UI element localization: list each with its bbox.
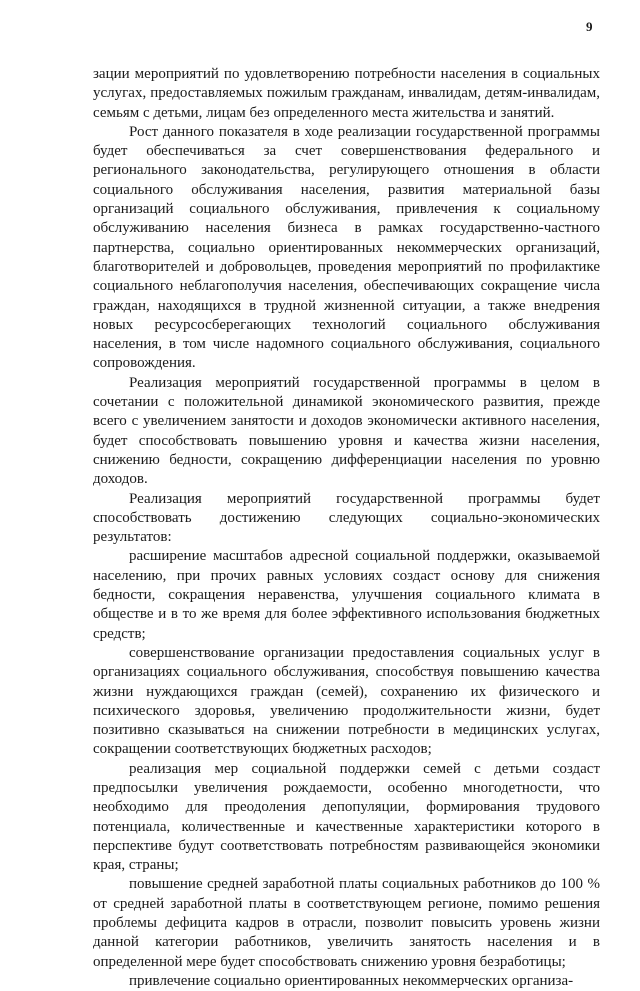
page-number: 9 — [586, 19, 593, 34]
paragraph-3: Реализация мероприятий государственной программы в целом в сочетании с положительной динамикой экономического развития, прежде всего с увеличением занятости и доходов экономически активного населения, будет способствовать повышению уровня и качества жизни населения, снижению бедности, сокращению дифференциации населения по уровню доходов. — [93, 374, 600, 488]
paragraph-7: реализация мер социальной поддержки семей с детьми создаст предпосылки увеличения рождаемости, особенно многодетности, что необходимо для преодоления депопуляции, формирования трудового потенциала, количественные и качественные характеристики которого в перспективе будут соответствовать потребностям развивающейся экономики края, страны; — [93, 760, 600, 874]
document-body — [93, 65, 600, 991]
paragraph-1: зации мероприятий по удовлетворению потребности населения в социальных услугах, предоставляемых пожилым гражданам, инвалидам, детям-инвалидам, семьям с детьми, лицам без определенного места жительства и занятий. — [93, 66, 600, 121]
paragraph-2: Рост данного показателя в ходе реализации государственной программы будет обеспечиваться за счет совершенствования федерального и регионального законодательства, регулирующего отношения в области социального обслуживания населения, развития материальной базы организаций социального обслуживания, привлечения к социальному обслуживанию населения бизнеса в рамках государственно-частного партнерства, социально ориентированных некоммерческих организаций, благотворителей и добровольцев, проведения мероприятий по профилактике социального неблагополучия населения, обеспечивающих сокращение числа граждан, находящихся в трудной жизненной ситуации, а также внедрения новых ресурсосберегающих технологий социального обслуживания населения, в том числе надомного социального обслуживания, социального сопровождения. — [93, 123, 600, 372]
paragraph-5: расширение масштабов адресной социальной поддержки, оказываемой населению, при прочих равных условиях создаст основу для снижения бедности, сокращения неравенства, улучшения социального климата в обществе и в то же время для более эффективного использования бюджетных средств; — [93, 548, 600, 642]
paragraph-8: повышение средней заработной платы социальных работников до 100 % от средней заработной платы в соответствующем регионе, помимо решения проблемы дефицита кадров в отрасли, позволит повысить уровень жизни данной категории работников, увеличить занятость населения и в определенной мере будет способствовать снижению уровня безработицы; — [93, 876, 600, 970]
paragraph-4: Реализация мероприятий государственной программы будет способствовать достижению следующих социально-экономических результатов: — [93, 490, 600, 546]
paragraph-6: совершенствование организации предоставления социальных услуг в организациях социального обслуживания, способствуя повышению качества жизни нуждающихся граждан (семей), сохранению их физического и психического здоровья, увеличению продолжительности жизни, будет позитивно сказываться на снижении потребности в медицинских услугах, сокращении соответствующих бюджетных расходов; — [93, 644, 600, 758]
paragraph-9: привлечение социально ориентированных некоммерческих организа- — [129, 972, 574, 989]
